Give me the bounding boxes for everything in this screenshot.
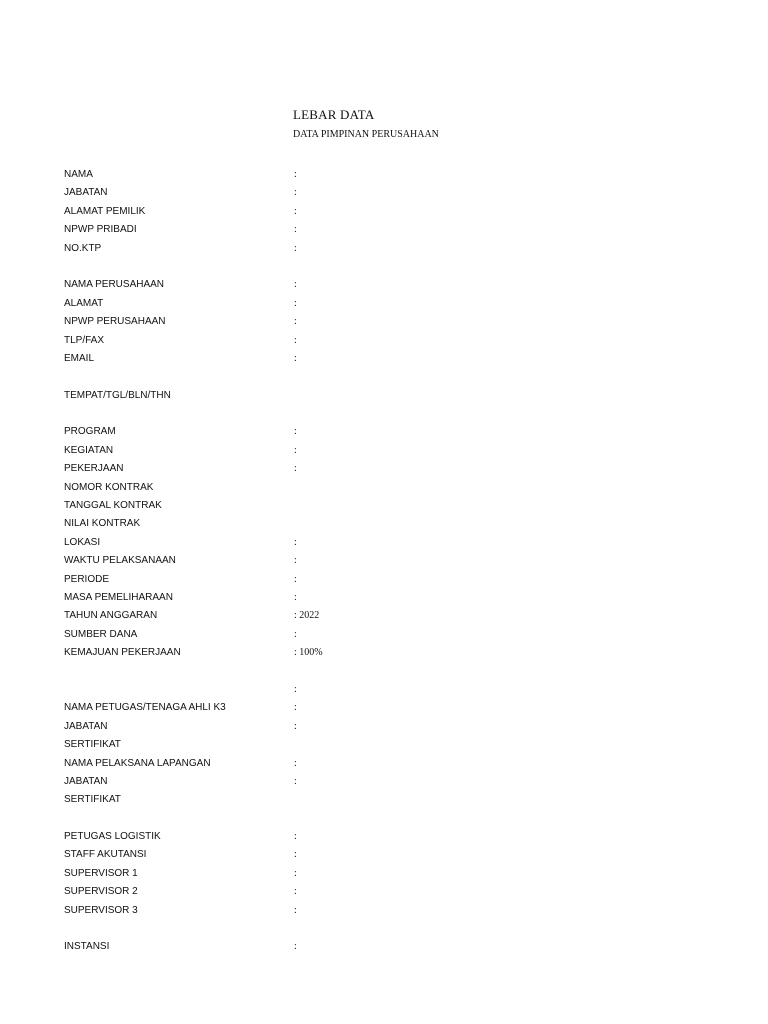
form-row	[64, 883, 704, 901]
field-label: NO.KTP	[64, 242, 102, 254]
field-label: JABATAN	[64, 775, 108, 787]
field-label: EMAIL	[64, 352, 95, 364]
field-label: SUPERVISOR 3	[64, 904, 138, 916]
field-label: INSTANSI	[64, 941, 110, 953]
form-row	[64, 828, 704, 846]
form-row	[64, 515, 704, 533]
field-label: PETUGAS LOGISTIK	[64, 831, 161, 843]
field-value: :	[294, 702, 297, 714]
field-label: PEKERJAAN	[64, 463, 124, 475]
field-label: NPWP PERUSAHAAN	[64, 316, 166, 328]
field-value: :	[294, 831, 297, 843]
form-row	[64, 534, 704, 552]
form-row	[64, 846, 704, 864]
field-value: :	[294, 775, 297, 787]
field-label: SERTIFIKAT	[64, 739, 121, 751]
form-row	[64, 258, 704, 276]
field-label: STAFF AKUTANSI	[64, 849, 147, 861]
field-value: :	[294, 757, 297, 769]
field-label: NPWP PRIBADI	[64, 224, 137, 236]
field-value: :	[294, 187, 297, 199]
field-label: NILAI KONTRAK	[64, 518, 141, 530]
form-row	[64, 681, 704, 699]
field-value: :	[294, 573, 297, 585]
form-row	[64, 644, 704, 662]
field-value: : 100%	[294, 647, 323, 659]
field-value: :	[294, 536, 297, 548]
field-value: :	[294, 555, 297, 567]
field-label: SUPERVISOR 1	[64, 867, 138, 879]
field-value: :	[294, 426, 297, 438]
field-value: :	[294, 444, 297, 456]
field-value: :	[294, 334, 297, 346]
field-label: JABATAN	[64, 187, 108, 199]
field-value: :	[294, 628, 297, 640]
form-row	[64, 718, 704, 736]
field-label: TANGGAL KONTRAK	[64, 500, 162, 512]
field-label: JABATAN	[64, 720, 108, 732]
field-label: KEGIATAN	[64, 444, 114, 456]
field-label: NAMA PETUGAS/TENAGA AHLI K3	[64, 702, 226, 714]
field-label: ALAMAT	[64, 297, 104, 309]
form-row	[64, 295, 704, 313]
field-label: NAMA PERUSAHAAN	[64, 279, 165, 291]
field-label: TAHUN ANGGARAN	[64, 610, 158, 622]
field-value: :	[294, 169, 297, 180]
form-row	[64, 810, 704, 828]
form-row	[64, 552, 704, 570]
document-subtitle: DATA PIMPINAN PERUSAHAAN	[293, 129, 439, 140]
field-label: WAKTU PELAKSANAAN	[64, 555, 176, 567]
field-value: :	[294, 591, 297, 603]
field-label: SERTIFIKAT	[64, 794, 121, 806]
field-label: NAMA PELAKSANA LAPANGAN	[64, 757, 211, 769]
form-row	[64, 405, 704, 423]
field-value: :	[294, 352, 297, 364]
field-label: SUPERVISOR 2	[64, 886, 138, 898]
form-row	[64, 938, 704, 956]
form-row	[64, 607, 704, 625]
form-row	[64, 221, 704, 239]
document-title: LEBAR DATA	[293, 107, 375, 122]
form-row	[64, 166, 704, 184]
field-value: :	[294, 242, 297, 254]
field-label: PROGRAM	[64, 426, 116, 438]
field-label: ALAMAT PEMILIK	[64, 205, 146, 217]
field-value: :	[294, 463, 297, 475]
form-rows	[64, 166, 704, 957]
field-value: :	[294, 316, 297, 328]
field-value: :	[294, 279, 297, 291]
form-row	[64, 920, 704, 938]
field-value: : 2022	[294, 610, 320, 622]
field-label: SUMBER DANA	[64, 628, 138, 640]
form-row	[64, 203, 704, 221]
form-row	[64, 736, 704, 754]
field-value: :	[294, 224, 297, 236]
form-row	[64, 479, 704, 497]
field-value: :	[294, 849, 297, 861]
field-label: LOKASI	[64, 536, 101, 548]
field-label: KEMAJUAN PEKERJAAN	[64, 647, 181, 659]
form-row	[64, 865, 704, 883]
form-row	[64, 571, 704, 589]
form-row	[64, 368, 704, 386]
field-value: :	[294, 886, 297, 898]
form-row	[64, 589, 704, 607]
form-row	[64, 902, 704, 920]
form-row	[64, 184, 704, 202]
form-row	[64, 387, 704, 405]
form-row	[64, 663, 704, 681]
field-value: :	[294, 941, 297, 953]
field-label: NOMOR KONTRAK	[64, 481, 154, 493]
form-row	[64, 423, 704, 441]
form-row	[64, 460, 704, 478]
form-row	[64, 350, 704, 368]
form-row	[64, 442, 704, 460]
form-row	[64, 773, 704, 791]
form-row	[64, 626, 704, 644]
field-value: :	[294, 867, 297, 879]
field-value: :	[294, 904, 297, 916]
form-row	[64, 240, 704, 258]
field-label: PERIODE	[64, 573, 110, 585]
form-row	[64, 791, 704, 809]
field-label: TEMPAT/TGL/BLN/THN	[64, 389, 171, 401]
form-row	[64, 755, 704, 773]
form-row	[64, 699, 704, 717]
form-row	[64, 332, 704, 350]
field-value: :	[294, 205, 297, 217]
field-value: :	[294, 683, 297, 695]
field-label: TLP/FAX	[64, 334, 105, 346]
field-value: :	[294, 720, 297, 732]
form-row	[64, 276, 704, 294]
form-row	[64, 313, 704, 331]
field-label: MASA PEMELIHARAAN	[64, 591, 173, 603]
form-row	[64, 497, 704, 515]
field-value: :	[294, 297, 297, 309]
field-label: NAMA	[64, 169, 93, 180]
